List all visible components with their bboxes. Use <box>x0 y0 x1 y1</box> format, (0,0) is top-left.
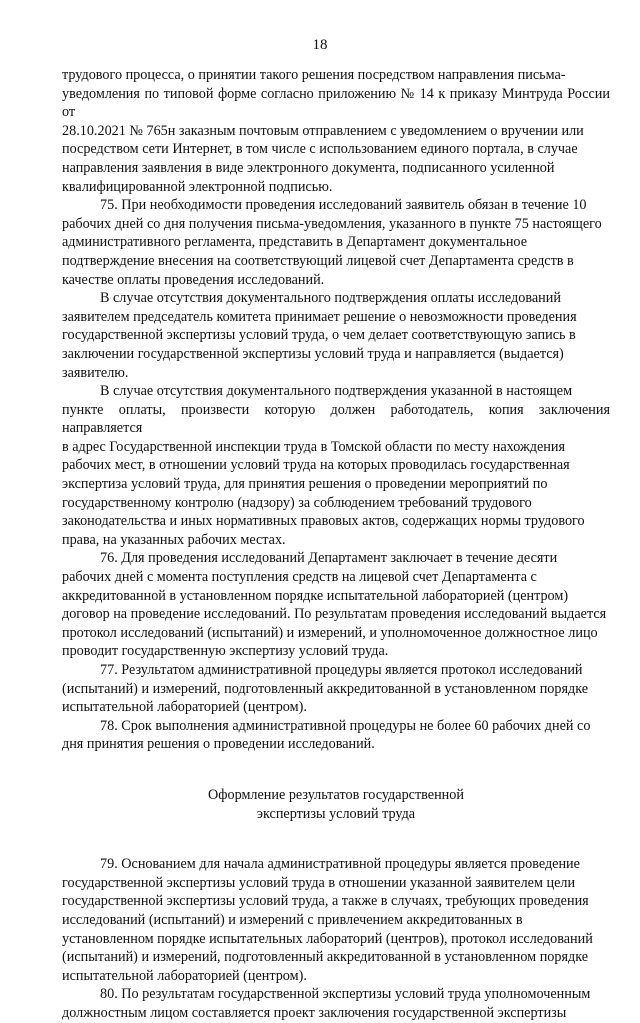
paragraph-75: 75. При необходимости проведения исследований заявитель обязан в течение 10 рабочих дней со дня получения письма-уведомления, указанного в пункте 75 настоящего административного регламента, представить в Департамент документальное подтверждение внесения на соответствующий лицевой счет Департамента средств в качестве оплаты проведения исследований. <box>62 197 602 288</box>
paragraph-79: 79. Основанием для начала административной процедуры является проведение государственной экспертизы условий труда в отношении указанной заявителем цели государственной экспертизы условий труда, а также в случаях, требующих проведения исследований (испытаний) и измерений с привлечением аккредитованных в установленном порядке испытательных лабораторий (центров), протокол исследований (испытаний) и измерений, подготовленный аккредитованной в установленном порядке испытательной лабораторией (центром). <box>62 856 593 984</box>
paragraph-75-employer-payment: В случае отсутствия документального подтверждения указанной в настоящем пункте оплаты, произвести которую должен работодатель, копия заключения направляется в адрес Государственной инспекции труда в Томской области по месту нахождения рабочих мест, в отношении условий труда на которых проводилась государственная экспертиза условий труда, для принятия решения о проведении мероприятий по государственному контролю (надзору) за соблюдением требований трудового законодательства и иных нормативных правовых актов, содержащих нормы трудового права, на указанных рабочих местах. <box>62 383 610 548</box>
spacer <box>62 823 610 855</box>
paragraph-75-payment-absent: В случае отсутствия документального подтверждения оплаты исследований заявителем председатель комитета принимает решение о невозможности проведения государственной экспертизы условий труда, о чем делает соответствующую запись в заключении государственной экспертизы условий труда и направляется (выдается) заявителю. <box>62 290 577 381</box>
paragraph-78: 78. Срок выполнения административной процедуры не более 60 рабочих дней со дня принятия решения о проведении исследований. <box>62 717 591 753</box>
spacer <box>62 754 610 786</box>
paragraph-80: 80. По результатам государственной экспертизы условий труда уполномоченным должностным лицом составляется проект заключения государственной экспертизы <box>62 986 591 1021</box>
paragraph-continuation: трудового процесса, о принятии такого решения посредством направления письма- уведомления по типовой форме согласно приложению № 14 к приказу Минтруда России от 28.10.2021 № 765н заказным почтовым отправлением с уведомлением о вручении или посредством сети Интернет, в том числе с использованием единого портала, в случае направления заявления в виде электронного документа, подписанного усиленной квалифицированной электронной подписью. <box>62 67 610 195</box>
paragraph-77: 77. Результатом административной процедуры является протокол исследований (испытаний) и измерений, подготовленный аккредитованной в установленном порядке испытательной лабораторией (центром). <box>62 662 589 716</box>
section-heading-line-2: экспертизы условий труда <box>256 805 416 822</box>
page-number: 18 <box>312 37 328 53</box>
section-heading-line-1: Оформление результатов государственной <box>208 786 464 803</box>
paragraph-76: 76. Для проведения исследований Департамент заключает в течение десяти рабочих дней с момента поступления средств на лицевой счет Департамента с аккредитованной в установленном порядке испытательной лабораторией (центром) договор на проведение исследований. По результатам проведения исследований выдается протокол исследований (испытаний) и измерений, и уполномоченное должностное лицо проводит государственную экспертизу условий труда. <box>62 550 607 660</box>
page-body <box>62 66 610 1023</box>
